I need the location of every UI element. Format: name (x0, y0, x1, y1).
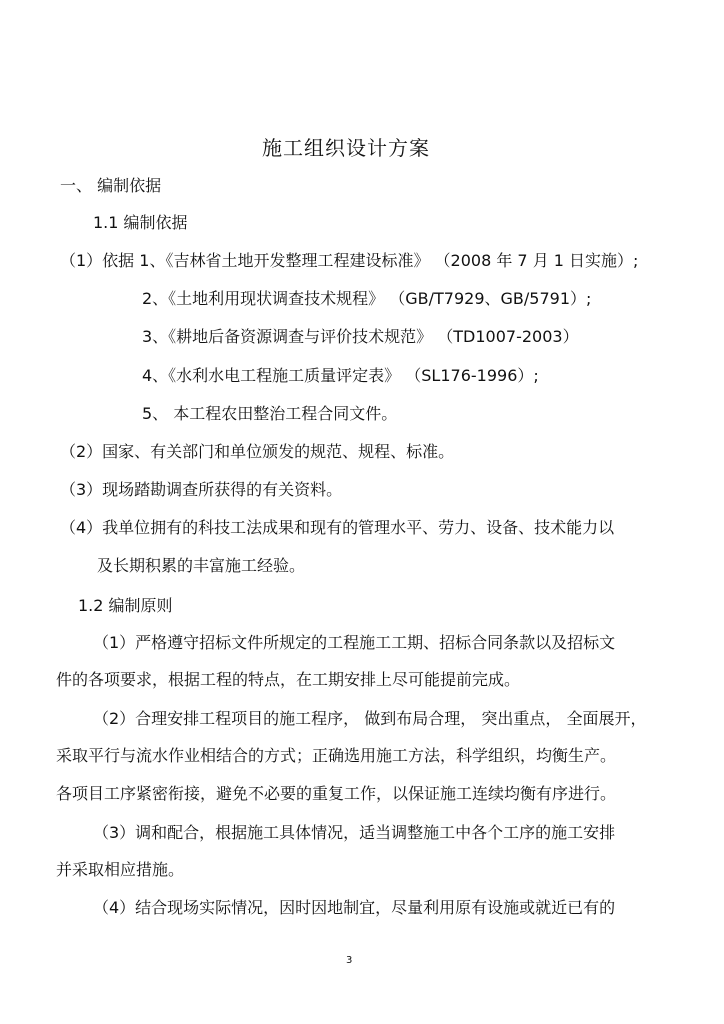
principle-line: （4）结合现场实际情况，因时因地制宜，尽量利用原有设施或就近已有的 (93, 898, 616, 917)
basis-item: 3、《耕地后备资源调查与评价技术规范》 （TD1007-2003） (142, 327, 579, 346)
basis-item: 4、《水利水电工程施工质量评定表》 （SL176-1996）; (142, 366, 539, 385)
page-number: 3 (346, 955, 353, 966)
basis-item: （4）我单位拥有的科技工法成果和现有的管理水平、劳力、设备、技术能力以 (60, 518, 615, 537)
principle-line: （1）严格遵守招标文件所规定的工程施工工期、招标合同条款以及招标文 (93, 633, 616, 652)
principle-line: 采取平行与流水作业相结合的方式；正确选用施工方法，科学组织，均衡生产。 (56, 746, 617, 765)
basis-item: （2）国家、有关部门和单位颁发的规范、规程、标准。 (60, 442, 455, 461)
subsection-heading: 1.1 编制依据 (93, 213, 188, 232)
basis-item-continuation: 及长期积累的丰富施工经验。 (97, 556, 306, 575)
principle-line: 并采取相应措施。 (56, 860, 185, 879)
basis-item: 2、《土地利用现状调查技术规程》 （GB/T7929、GB/5791）; (142, 289, 592, 308)
basis-item: （1）依据 1、《吉林省土地开发整理工程建设标准》 （2008 年 7 月 1 日实施）; (60, 251, 639, 270)
principle-line: （3）调和配合，根据施工具体情况，适当调整施工中各个工序的施工安排 (93, 823, 616, 842)
principle-line: 各项目工序紧密衔接，避免不必要的重复工作，以保证施工连续均衡有序进行。 (56, 784, 617, 803)
basis-item: （3）现场踏勘调查所获得的有关资料。 (60, 480, 343, 499)
subsection-heading: 1.2 编制原则 (78, 596, 173, 615)
basis-item: 5、 本工程农田整治工程合同文件。 (142, 404, 398, 423)
principle-line: （2）合理安排工程项目的施工程序， 做到布局合理， 突出重点， 全面展开， (93, 709, 647, 728)
document-title: 施工组织设计方案 (262, 136, 430, 160)
section-heading: 一、 编制依据 (60, 176, 162, 195)
principle-line: 件的各项要求，根据工程的特点，在工期安排上尽可能提前完成。 (56, 670, 521, 689)
